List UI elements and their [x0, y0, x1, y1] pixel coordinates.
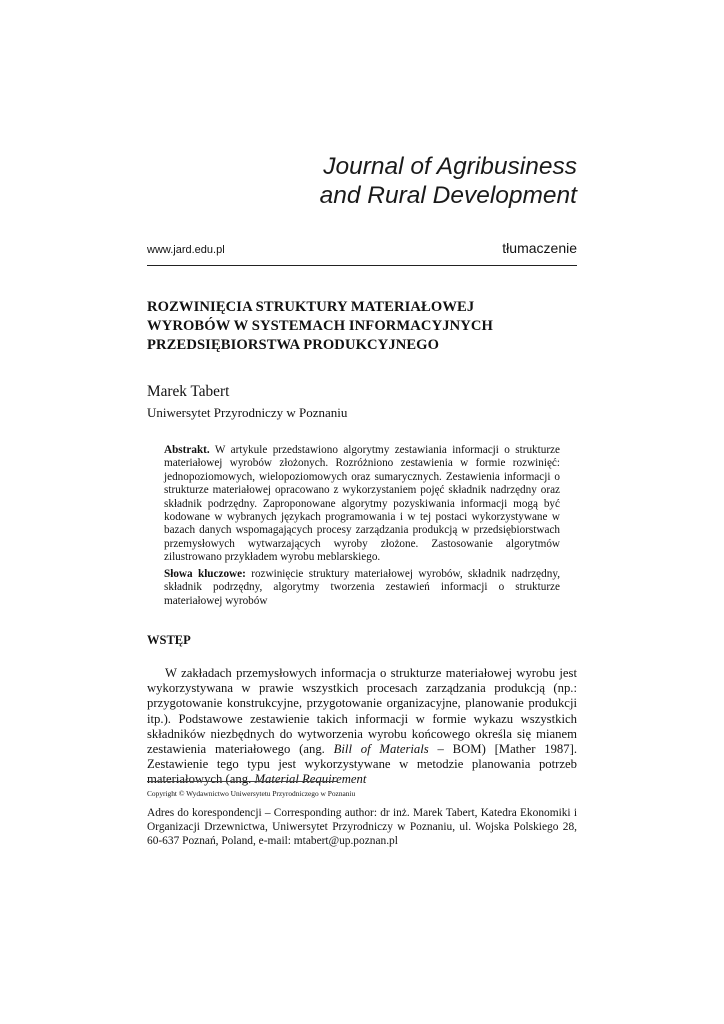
keywords-label: Słowa kluczowe:: [164, 568, 246, 580]
journal-website: www.jard.edu.pl: [147, 244, 225, 256]
article-title-line-2: WYROBÓW W SYSTEMACH INFORMACYJNYCH: [147, 318, 493, 334]
abstract-label: Abstrakt.: [164, 444, 210, 456]
journal-title-line-2: and Rural Development: [319, 182, 577, 209]
keywords: [164, 568, 560, 608]
correspondence-address: Adres do korespondencji – Corresponding author: dr inż. Marek Tabert, Katedra Ekonomiki i Organizacji Drzewnictwa, Uniwersytet Przyrodniczy w Poznaniu, ul. Wojska Polskiego 28, 60-637 Poznań, Poland, e-mail: mtabert@up.poznan.pl: [147, 807, 577, 847]
article-title-line-1: ROZWINIĘCIA STRUKTURY MATERIAŁOWEJ: [147, 299, 475, 315]
keywords-text: rozwinięcie struktury materiałowej wyrobów, składnik nadrzędny, składnik podrzędny, algorytmy tworzenia zestawień informacji o strukturze materiałowej wyrobów: [164, 568, 560, 607]
author-name: Marek Tabert: [147, 383, 230, 400]
footnote-divider: [147, 781, 337, 782]
journal-title: [320, 152, 577, 210]
section-heading-intro: WSTĘP: [147, 633, 191, 647]
copyright-notice: Copyright © Wydawnictwo Uniwersytetu Przyrodniczego w Poznaniu: [147, 789, 356, 798]
journal-title-line-1: Journal of Agribusiness: [323, 153, 577, 180]
abstract-text: W artykule przedstawiono algorytmy zestawiania informacji o strukturze materiałowej wyrobów złożonych. Rozróżniono zestawienia w formie rozwinięć: jednopoziomowych, wielopoziomowych oraz sumarycznych. Zestawienia informacji o strukturze materiałowej opracowano z wykorzystaniem pojęć składnik nadrzędny oraz składnik podrzędny. Zaproponowane algorytmy pozyskiwania informacji mogą być kodowane w wybranych językach programowania i w tej postaci wykorzystywane w bazach danych wspomagających procesy zarządzania produkcją w przedsiębiorstwach przemysłowych wytwarzających wyroby złożone. Zastosowanie algorytmów zilustrowano przykładem wyrobu meblarskiego.: [164, 444, 560, 564]
header-divider: [147, 265, 577, 266]
article-type-label: tłumaczenie: [502, 240, 577, 256]
intro-text-part-2: – BOM) [Mather 1987]. Zestawienie tego typu jest wykorzystywane w metodzie planowania potrzeb materiałowych (ang.: [147, 742, 577, 787]
header-meta-row: [147, 236, 577, 256]
article-title: [147, 298, 587, 355]
term-material-requirement: Material Requirement: [254, 772, 367, 787]
intro-text-part-1: W zakładach przemysłowych informacja o strukturze materiałowej wyrobu jest wykorzystywana w prawie wszystkich procesach zarządzania produkcją (np.: przygotowanie konstrukcyjne, przygotowanie organizacyjne, planowanie produkcji itp.). Podstawowe zestawienie takich informacji w formie wykazu wszystkich składników niezbędnych do wytworzenia wyrobu końcowego określa się mianem zestawienia materiałowego (ang.: [147, 666, 577, 757]
author-affiliation: Uniwersytet Przyrodniczy w Poznaniu: [147, 405, 348, 420]
intro-paragraph: [147, 666, 577, 788]
article-title-line-3: PRZEDSIĘBIORSTWA PRODUKCYJNEGO: [147, 337, 440, 353]
abstract: [164, 444, 560, 565]
term-bill-of-materials: Bill of Materials: [333, 742, 429, 757]
